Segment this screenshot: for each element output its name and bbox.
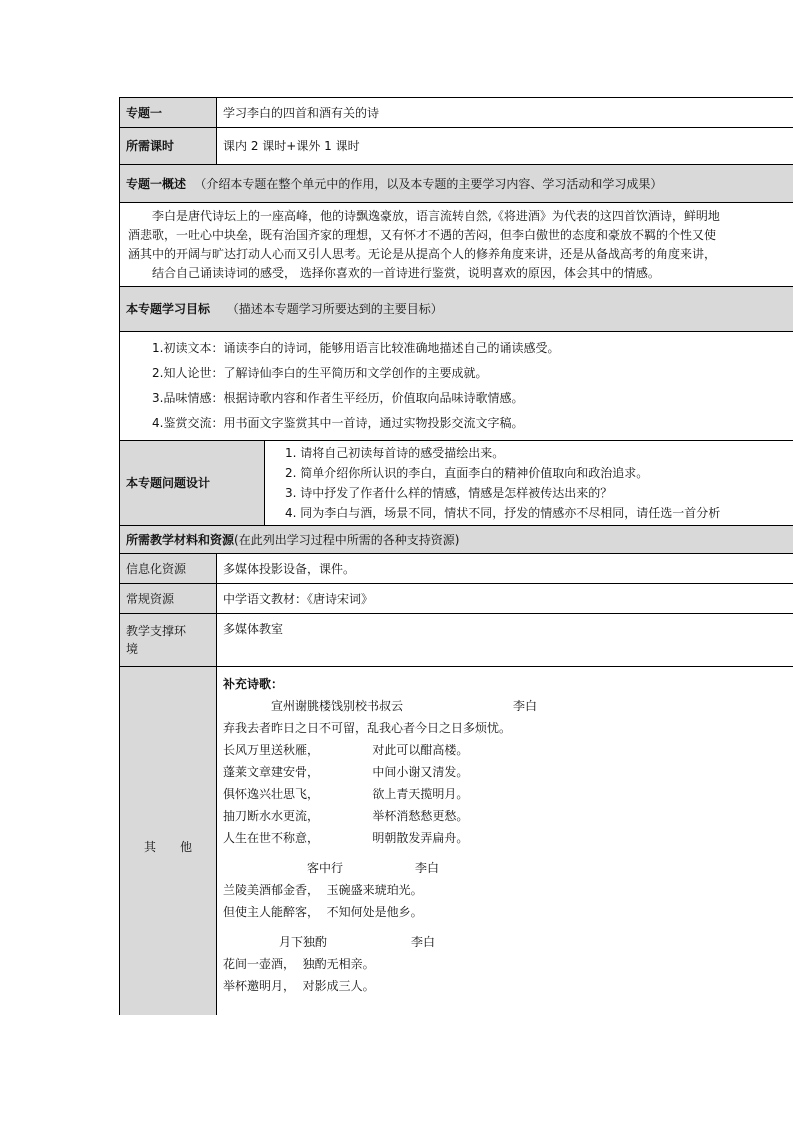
questions-row (120, 441, 793, 526)
poem-line: 花间一壶酒， 独酌无相亲。 (223, 957, 375, 971)
regular-resources-row (120, 584, 793, 614)
topic-label: 专题一 (120, 98, 217, 128)
goals-note: （描述本专题学习所要达到的主要目标） (226, 302, 443, 316)
overview-header (120, 165, 793, 203)
poem-line: 弃我去者昨日之日不可留，乱我心者今日之日多烦忧。 (223, 721, 512, 735)
question-item: 1. 请将自己初读每首诗的感受描绘出来。 (285, 446, 505, 460)
overview-line: 李白是唐代诗坛上的一座高峰，他的诗飘逸豪放，语言流转自然,《将进酒》为代表的这四首饮酒诗，鲜明地 (152, 208, 720, 223)
overview-body (120, 203, 793, 287)
regular-resources-value: 中学语文教材：《唐诗宋词》 (217, 584, 793, 614)
overview-body-row (120, 203, 793, 287)
environment-label-line: 教学支撑环 (126, 624, 187, 638)
goals-list (120, 332, 793, 441)
other-content (217, 667, 793, 1016)
question-item: 2. 简单介绍你所认识的李白，直面李白的精神价值取向和政治追求。 (285, 466, 649, 480)
environment-label (120, 614, 217, 667)
overview-line: 结合自己诵读诗词的感受， 选择你喜欢的一首诗进行鉴赏，说明喜欢的原因，体会其中的情感。 (152, 265, 660, 280)
questions-list (265, 441, 793, 526)
poem-line: 兰陵美酒郁金香， 玉碗盛来琥珀光。 (223, 883, 423, 897)
info-resources-value: 多媒体投影设备，课件。 (217, 554, 793, 584)
environment-value: 多媒体教室 (217, 614, 793, 667)
other-row (120, 667, 793, 1016)
resources-header-row (120, 526, 793, 554)
poem-title-line (223, 857, 793, 879)
lesson-plan-table (119, 97, 793, 1015)
other-label: 其 他 (120, 667, 217, 1016)
poem-line: 人生在世不称意， 明朝散发弄扁舟。 (223, 831, 469, 845)
hours-value: 课内 2 课时+课外 1 课时 (217, 128, 793, 165)
poem-author: 李白 (513, 699, 538, 713)
resources-note: (在此列出学习过程中所需的各种支持资源) (234, 532, 460, 547)
poem-author: 李白 (411, 935, 436, 949)
goals-body-row (120, 332, 793, 441)
poem-title-line (223, 695, 793, 717)
lesson-plan-document (119, 97, 793, 1015)
goal-item: 3.品味情感：根据诗歌内容和作者生平经历，价值取向品味诗歌情感。 (152, 391, 524, 405)
goal-item: 2.知人论世：了解诗仙李白的生平简历和文学创作的主要成就。 (152, 366, 488, 380)
poem-title: 客中行 (307, 861, 344, 875)
hours-row (120, 128, 793, 165)
poem-line: 但使主人能醉客， 不知何处是他乡。 (223, 905, 423, 919)
info-resources-row (120, 554, 793, 584)
overview-note: （介绍本专题在整个单元中的作用，以及本专题的主要学习内容、学习活动和学习成果） (194, 176, 663, 191)
environment-label-line: 境 (126, 642, 139, 656)
question-item: 4. 同为李白与酒，场景不同，情状不同，抒发的情感亦不尽相同，请任选一首分析 (285, 506, 721, 520)
poem-title-line (223, 931, 793, 953)
poem-line: 举杯邀明月， 对影成三人。 (223, 979, 375, 993)
info-resources-label: 信息化资源 (120, 554, 217, 584)
goal-item: 4.鉴赏交流：用书面文字鉴赏其中一首诗，通过实物投影交流文字稿。 (152, 416, 524, 430)
goals-header (120, 287, 793, 332)
goals-header-row (120, 287, 793, 332)
poem-line: 蓬莱文章建安骨， 中间小谢又清发。 (223, 765, 469, 779)
poem-title: 宣州谢朓楼饯别校书叔云 (271, 699, 404, 713)
overview-line: 涵其中的开阔与旷达打动人心而又引人思考。无论是从提高个人的修养角度来讲，还是从备战高考的角度来讲， (128, 246, 717, 261)
overview-line: 酒悲歌，一吐心中块垒，既有治国齐家的理想，又有怀才不遇的苦闷，但李白傲世的态度和豪放不羁的个性又使 (128, 227, 717, 242)
questions-label: 本专题问题设计 (120, 441, 265, 526)
environment-row (120, 614, 793, 667)
goals-label: 本专题学习目标 (126, 302, 211, 316)
hours-label: 所需课时 (120, 128, 217, 165)
poem-line: 俱怀逸兴壮思飞， 欲上青天揽明月。 (223, 787, 469, 801)
poem-author: 李白 (415, 861, 440, 875)
goal-item: 1.初读文本：诵读李白的诗词，能够用语言比较准确地描述自己的诵读感受。 (152, 341, 560, 355)
question-item: 3. 诗中抒发了作者什么样的情感，情感是怎样被传达出来的？ (285, 486, 613, 500)
regular-resources-label: 常规资源 (120, 584, 217, 614)
topic-value: 学习李白的四首和酒有关的诗 (217, 98, 793, 128)
spacer (223, 923, 793, 931)
poem-line: 抽刀断水水更流， 举杯消愁愁更愁。 (223, 809, 469, 823)
poem-line: 长风万里送秋雁， 对此可以酣高楼。 (223, 743, 469, 757)
poem-title: 月下独酌 (279, 935, 328, 949)
topic-row (120, 98, 793, 128)
supplementary-heading: 补充诗歌： (223, 677, 284, 691)
overview-label: 专题一概述 (126, 176, 187, 191)
spacer (223, 849, 793, 857)
overview-header-row (120, 165, 793, 203)
resources-label: 所需教学材料和资源 (126, 532, 235, 547)
resources-header (120, 526, 793, 554)
